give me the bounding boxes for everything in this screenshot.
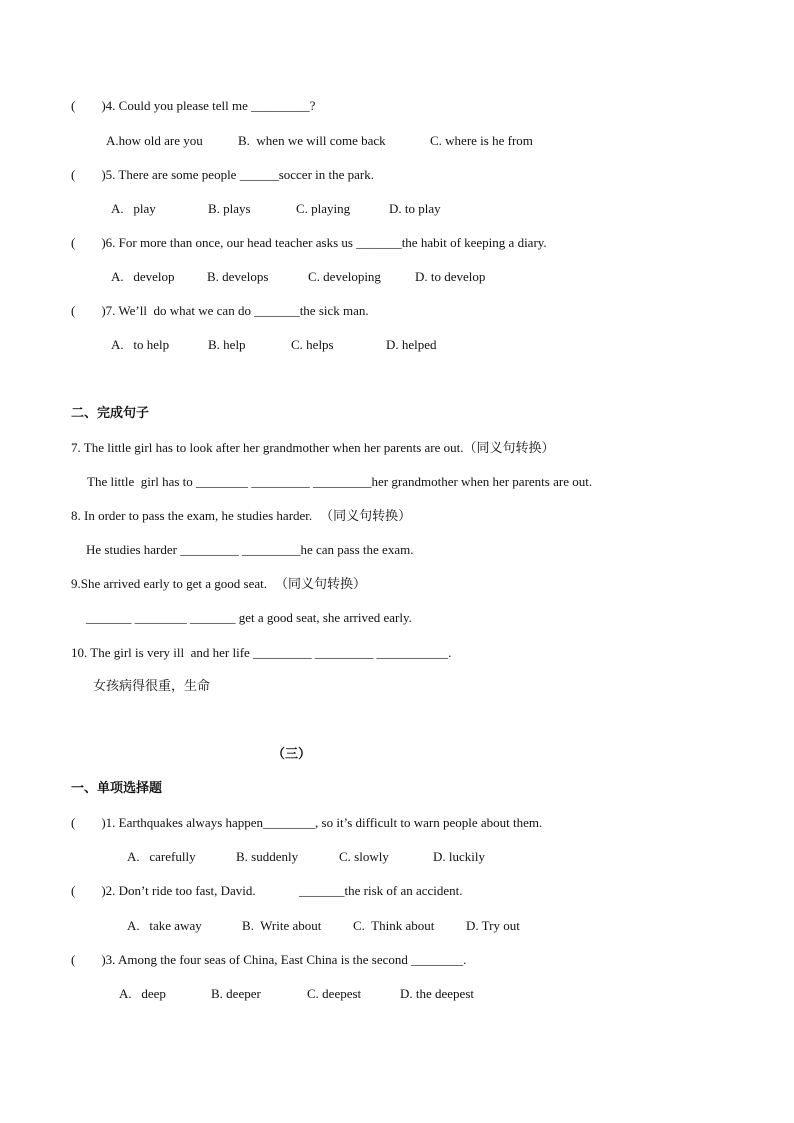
- sentence-7-note: （同义句转换）: [463, 441, 555, 456]
- s3-q2-option-a: A. take away: [127, 918, 202, 933]
- q4-option-a: A.how old are you: [106, 133, 203, 148]
- question-5: ( )5. There are some people ______soccer in the park.: [71, 167, 374, 182]
- sentence-9-text: 9.She arrived early to get a good seat.: [71, 576, 268, 591]
- question-4: ( )4. Could you please tell me _________?: [71, 98, 316, 113]
- q5-option-c: C. playing: [296, 201, 351, 216]
- s3-q2-option-b: B. Write about: [242, 918, 322, 933]
- section-title: （三）: [272, 747, 312, 762]
- sentence-9-answer: _______ ________ _______ get a good seat, she arrived early.: [86, 610, 412, 625]
- q5-option-d: D. to play: [389, 201, 441, 216]
- sentence-9-note: （同义句转换）: [275, 577, 367, 592]
- q6-option-a: A. develop: [111, 269, 175, 284]
- q7-option-c: C. helps: [291, 337, 334, 352]
- q6-option-c: C. developing: [308, 269, 381, 284]
- question-6: ( )6. For more than once, our head teacher asks us _______the habit of keeping a diary.: [71, 235, 547, 250]
- s3-q1-option-b: B. suddenly: [236, 849, 299, 864]
- question-7: ( )7. We’ll do what we can do _______the sick man.: [71, 303, 369, 318]
- sentence-8-note: （同义句转换）: [320, 509, 412, 524]
- s3-question-2-blank: _______the risk of an accident.: [299, 883, 463, 898]
- q7-option-b: B. help: [208, 337, 246, 352]
- sentence-9: [71, 576, 366, 593]
- s3-q1-option-a: A. carefully: [127, 849, 196, 864]
- s3-q1-option-d: D. luckily: [433, 849, 485, 864]
- q5-option-b: B. plays: [208, 201, 251, 216]
- s3-q1-option-c: C. slowly: [339, 849, 389, 864]
- q6-option-b: B. develops: [207, 269, 269, 284]
- section-heading-single-choice: 一、单项选择题: [71, 781, 163, 796]
- s3-q3-option-d: D. the deepest: [400, 986, 475, 1001]
- sentence-8-answer: He studies harder _________ _________he can pass the exam.: [86, 542, 414, 557]
- s3-question-3: ( )3. Among the four seas of China, East China is the second ________.: [71, 952, 467, 967]
- sentence-7: [71, 440, 555, 457]
- q4-option-b: B. when we will come back: [238, 133, 386, 148]
- s3-q3-option-a: A. deep: [119, 986, 166, 1001]
- section-heading-complete-sentences: 二、完成句子: [71, 406, 150, 421]
- s3-q3-option-c: C. deepest: [307, 986, 362, 1001]
- q6-option-d: D. to develop: [415, 269, 486, 284]
- q7-option-d: D. helped: [386, 337, 437, 352]
- q5-option-a: A. play: [111, 201, 156, 216]
- q7-option-a: A. to help: [111, 337, 170, 352]
- s3-question-1: ( )1. Earthquakes always happen________, so it’s difficult to warn people about them.: [71, 815, 543, 830]
- sentence-10: 10. The girl is very ill and her life _________ _________ ___________.: [71, 645, 452, 660]
- q4-option-c: C. where is he from: [430, 133, 533, 148]
- sentence-8-text: 8. In order to pass the exam, he studies harder.: [71, 508, 313, 523]
- sentence-10-note: 女孩病得很重，生命: [93, 679, 211, 694]
- s3-q2-option-d: D. Try out: [466, 918, 520, 933]
- sentence-7-text: 7. The little girl has to look after her grandmother when her parents are out.: [71, 440, 464, 455]
- s3-question-2: ( )2. Don’t ride too fast, David.: [71, 883, 256, 898]
- s3-q3-option-b: B. deeper: [211, 986, 261, 1001]
- s3-q2-option-c: C. Think about: [353, 918, 435, 933]
- sentence-8: [71, 508, 411, 525]
- sentence-7-answer: The little girl has to ________ _________ _________her grandmother when her parents are out.: [87, 474, 593, 489]
